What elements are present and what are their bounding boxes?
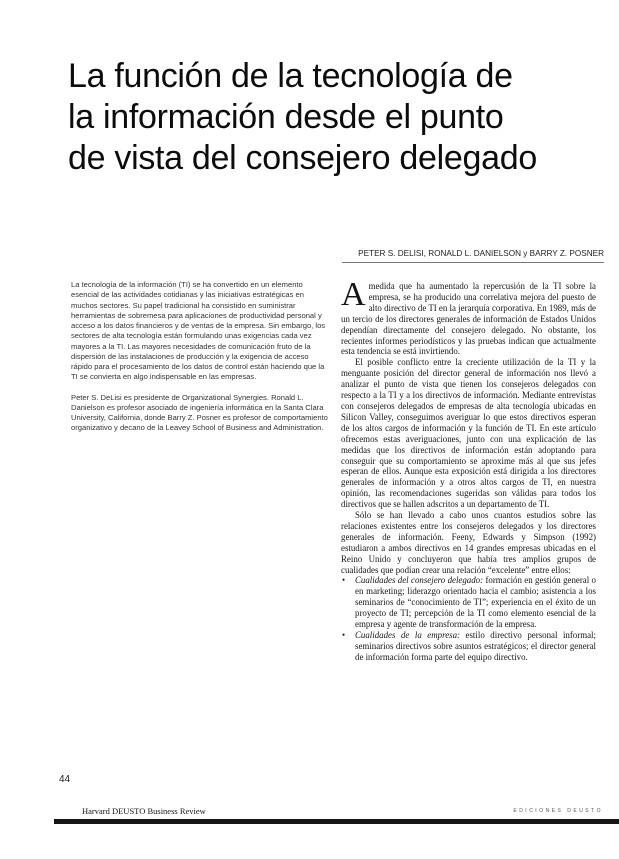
list-item <box>342 575 596 630</box>
abstract-column <box>71 280 329 434</box>
author-bio: Peter S. DeLisi es presidente de Organizational Synergies. Ronald L. Danielson es profesor asociado de ingeniería informática en la Santa Clara University, California, donde Barry Z. Posner es profesor de comportamiento organizativo y decano de la Leavey School of Business and Administration. <box>71 392 328 433</box>
bullet-icon: • <box>342 575 346 586</box>
bullet-icon: • <box>342 630 346 640</box>
list-item-label: Cualidades del consejero delegado: <box>355 575 484 586</box>
footer-rule <box>54 819 619 824</box>
publisher-name: EDICIONES DEUSTO <box>513 808 603 814</box>
abstract-text: La tecnología de la información (TI) se ha convertido en un elemento esencial de las actividades cotidianas y las iniciativas estratégicas en muchos sectores. Su papel tradicional ha consistido en suministrar herramientas de sobremesa para aplicaciones de productividad personal y acceso a los datos financieros y de ventas de la empresa. Sin embargo, los sectores de alta tecnología están formulando unas exigencias cada vez mayores a la TI. Las mayores necesidades de comunicación fruto de la dispersión de las instalaciones de producción y la exigencia de acceso rápido para el procesamiento de los datos de control están haciendo que la TI se convierta en algo indispensable en las empresas. <box>71 280 326 382</box>
title-line-3: de vista del consejero delegado <box>68 139 537 177</box>
page-number: 44 <box>59 774 71 785</box>
body-column <box>341 276 596 663</box>
journal-name: Harvard DEUSTO Business Review <box>82 806 206 816</box>
list-item-text: formación en gestión general o en marketing; liderazgo orientado hacia el cambio; asistencia a los seminarios de “conocimiento de TI”; experiencia en el éxito de un proyecto de TI; percepción de la TI como elemento esencial de la empresa y agente de transformación de la empresa. <box>355 575 596 630</box>
drop-cap: A <box>341 276 366 313</box>
body-paragraph-2: El posible conflicto entre la creciente utilización de la TI y la menguante posición del director general de información nos llevó a analizar el punto de vista que tienen los consejeros delegados con respecto a la TI y a los directivos de información. Mediante entrevistas con consejeros delegados de empresas de alta tecnología ubicadas en Silicon Valley, conseguimos averiguar lo que estos directivos esperan de los altos cargos de información y la función de TI. En este artículo ofrecemos estas averiguaciones, junto con una explicación de las medidas que los directivos de información están adoptando para conseguir que su comportamiento se aproxime más al que sus jefes esperan de ellos. Aunque esta exposición está dirigida a los directores generales de información y a otros altos cargos de TI, en nuestra opinión, las recomendaciones sugeridas son válidas para todos los directivos que se hallen adscritos a un departamento de TI. <box>341 357 596 510</box>
title-line-1: La función de la tecnología de <box>68 57 513 95</box>
authors-byline: PETER S. DELISI, RONALD L. DANIELSON y BARRY Z. POSNER <box>342 249 604 263</box>
qualities-list <box>341 575 596 662</box>
body-paragraph-1: Amedida que ha aumentado la repercusión de la TI sobre la empresa, se ha producido una correlativa mejora del puesto de alto directivo de TI en la jerarquía corporativa. En 1989, más de un tercio de los directores generales de información de Estados Unidos dependían directamente del consejero delegado. No obstante, los recientes informes periodísticos y las pruebas indican que actualmente esta tendencia se está invirtiendo. <box>341 276 596 357</box>
article-title <box>68 56 608 179</box>
page-footer <box>54 806 619 846</box>
list-item-text: estilo directivo personal informal; seminarios directivos sobre asuntos estratégicos; el director general de información forma parte del equipo directivo. <box>355 630 596 662</box>
list-item <box>342 630 596 663</box>
list-item-label: Cualidades de la empresa: <box>355 630 460 640</box>
body-paragraph-3: Sólo se han llevado a cabo unos cuantos estudios sobre las relaciones existentes entre los consejeros delegados y los directores generales de información. Feeny, Edwards y Simpson (1992) estudiaron a ambos directivos en 14 grandes empresas ubicadas en el Reino Unido y concluyeron que había tres amplios grupos de cualidades que podían crear una relación “excelente” entre ellos: <box>341 510 596 575</box>
title-line-2: la información desde el punto <box>68 98 504 136</box>
